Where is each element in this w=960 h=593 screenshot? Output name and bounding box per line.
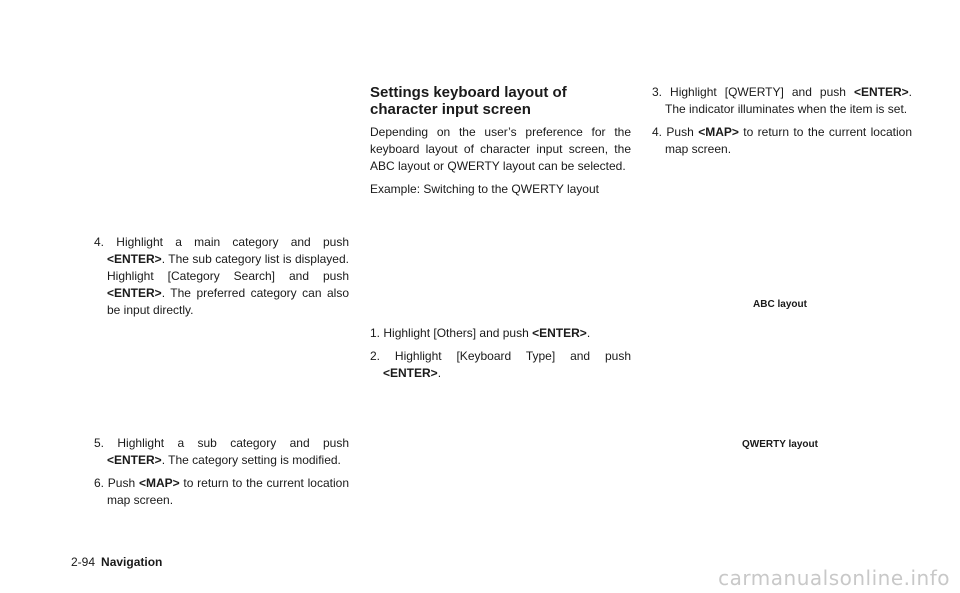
middle-column-lower bbox=[370, 325, 631, 388]
key-label: <ENTER> bbox=[853, 85, 909, 99]
step-number: 1. bbox=[370, 326, 381, 340]
step-number: 3. bbox=[652, 85, 663, 99]
step-text: . bbox=[437, 366, 442, 380]
key-label: <MAP> bbox=[138, 476, 180, 490]
step-6-left bbox=[94, 475, 349, 509]
step-text: . The preferred category can also be input directly. bbox=[107, 286, 349, 317]
step-number: 4. bbox=[94, 235, 105, 249]
step-4-left bbox=[94, 234, 349, 319]
step-text: Push bbox=[666, 125, 694, 139]
step-text: Highlight a sub category and push bbox=[117, 436, 349, 450]
key-label: <ENTER> bbox=[107, 252, 162, 266]
step-text: . bbox=[586, 326, 591, 340]
key-label: <ENTER> bbox=[532, 326, 587, 340]
page-footer bbox=[71, 555, 162, 569]
example-line: Example: Switching to the QWERTY layout bbox=[370, 182, 599, 196]
right-column bbox=[652, 84, 912, 164]
watermark: carmanualsonline.info bbox=[718, 566, 950, 590]
middle-column bbox=[370, 84, 631, 204]
step-text: Highlight [Keyboard Type] and push bbox=[394, 349, 631, 363]
left-column-lower bbox=[94, 435, 349, 515]
step-text: . The indicator illuminates when the item is set. bbox=[665, 85, 912, 116]
step-3-right bbox=[652, 84, 912, 118]
step-text: Highlight [Others] and push bbox=[383, 326, 529, 340]
step-text: Push bbox=[107, 476, 136, 490]
step-text: . The category setting is modified. bbox=[161, 453, 341, 467]
step-text: to return to the current location map screen. bbox=[665, 125, 912, 156]
step-number: 2. bbox=[370, 349, 381, 363]
caption-abc-layout: ABC layout bbox=[753, 299, 807, 310]
step-number: 6. bbox=[94, 476, 105, 490]
step-number: 4. bbox=[652, 125, 663, 139]
section-heading: Settings keyboard layout of character input screen bbox=[370, 84, 567, 118]
step-4-right bbox=[652, 124, 912, 158]
intro-paragraph: Depending on the user’s preference for the keyboard layout of character input screen, the ABC layout or QWERTY layout can be selected. bbox=[370, 125, 631, 173]
key-label: <MAP> bbox=[698, 125, 739, 139]
step-number: 5. bbox=[94, 436, 105, 450]
step-text: Highlight [QWERTY] and push bbox=[670, 85, 846, 99]
step-1-middle bbox=[370, 325, 631, 342]
left-column bbox=[94, 234, 349, 325]
step-5-left bbox=[94, 435, 349, 469]
key-label: <ENTER> bbox=[383, 366, 438, 380]
step-text: to return to the current location map screen. bbox=[107, 476, 349, 507]
key-label: <ENTER> bbox=[107, 453, 162, 467]
step-text: . The sub category list is displayed. Highlight [Category Search] and push bbox=[107, 252, 349, 283]
key-label: <ENTER> bbox=[107, 286, 162, 300]
step-2-middle bbox=[370, 348, 631, 382]
section-name: Navigation bbox=[101, 555, 163, 569]
step-text: Highlight a main category and push bbox=[116, 235, 349, 249]
caption-qwerty-layout: QWERTY layout bbox=[742, 439, 818, 450]
page-number: 2-94 bbox=[71, 555, 96, 569]
